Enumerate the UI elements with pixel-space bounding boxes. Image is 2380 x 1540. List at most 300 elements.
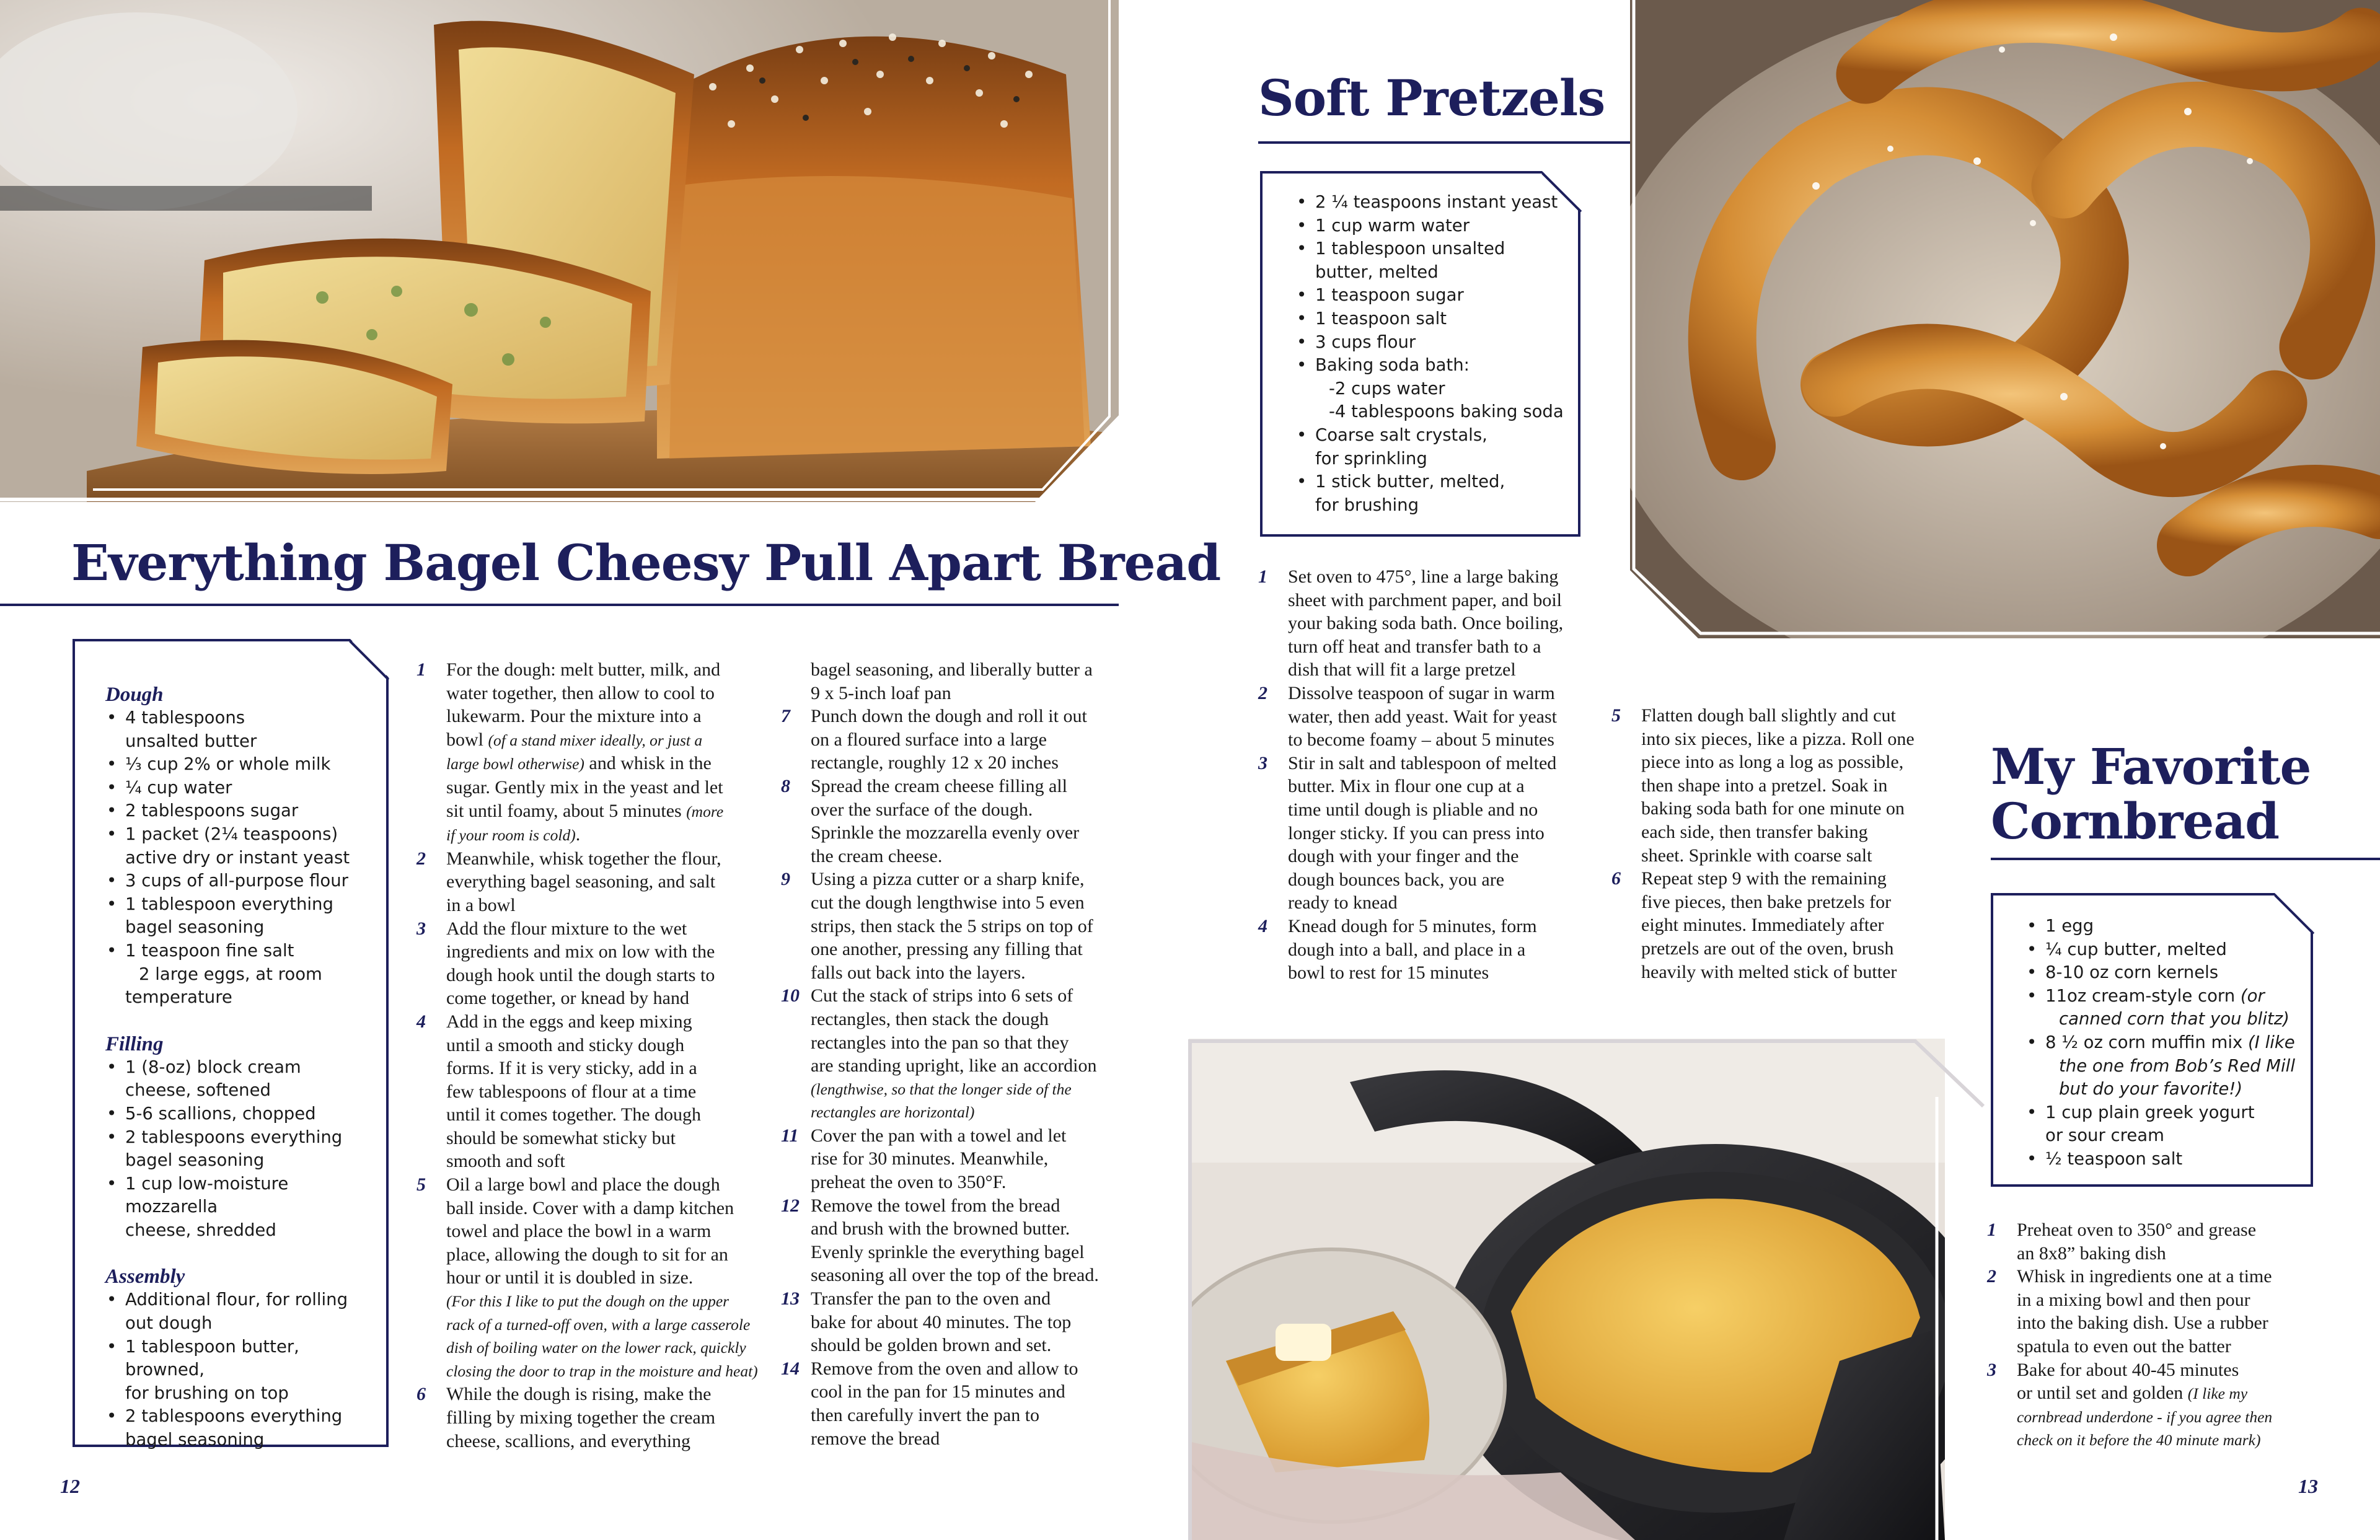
step-line: Dissolve teaspoon of sugar in warm xyxy=(1288,682,1555,703)
step-line: rectangle, roughly 12 x 20 inches xyxy=(811,752,1059,773)
step-line: 9 x 5-inch loaf pan xyxy=(811,682,951,703)
step-line: place, allowing the dough to sit for an xyxy=(446,1244,728,1265)
step-line: are standing upright, like an accordion xyxy=(811,1055,1097,1076)
ingredient-continuation: unsalted butter xyxy=(125,731,257,751)
pretzel-recipe-title: Soft Pretzels xyxy=(1258,69,1605,127)
ingredient-item xyxy=(1295,331,1568,354)
step-text xyxy=(811,775,1128,868)
step-line xyxy=(446,799,764,824)
step-line: until it comes together. The dough xyxy=(446,1104,702,1125)
step-line: cheese, scallions, and everything xyxy=(446,1430,691,1451)
ingredient-note: (or xyxy=(2240,985,2265,1006)
ingredient-text: 1 (8-oz) block cream xyxy=(125,1057,301,1077)
step-line: heavily with melted stick of butter xyxy=(1641,961,1897,982)
step-text xyxy=(811,1194,1128,1287)
step-text-part: bowl xyxy=(446,729,488,750)
ingredient-sub-item: -2 cups water xyxy=(1329,378,1445,398)
step-number: 12 xyxy=(781,1195,800,1216)
step-number: 6 xyxy=(416,1384,426,1405)
step-number: 3 xyxy=(416,918,426,939)
step-note: rectangles are horizontal) xyxy=(811,1103,975,1122)
ingredient-item xyxy=(1295,237,1568,261)
ingredient-continuation: cheese, softened xyxy=(125,1080,271,1101)
ingredient-text: ¼ cup butter, melted xyxy=(2045,939,2227,959)
step-text-part: . xyxy=(575,824,581,845)
step-line: ingredients and mix on low with the xyxy=(446,941,715,962)
step-line: Remove the towel from the bread xyxy=(811,1195,1060,1216)
ingredient-item xyxy=(2025,1148,2304,1171)
step-line: towel and place the bowl in a warm xyxy=(446,1221,712,1242)
recipe-step xyxy=(416,917,764,1010)
step-number: 14 xyxy=(781,1358,800,1379)
ingredient-text: 1 egg xyxy=(2045,916,2094,936)
step-text xyxy=(446,1173,764,1383)
step-line: spatula to even out the batter xyxy=(2017,1335,2231,1357)
step-line: longer sticky. If you can press into xyxy=(1288,822,1545,843)
step-line: seasoning all over the top of the bread. xyxy=(811,1265,1099,1286)
ingredient-text: 1 cup warm water xyxy=(1315,215,1470,235)
step-line: in a mixing bowl and then pour xyxy=(2017,1289,2250,1310)
recipe-step xyxy=(781,984,1128,1124)
step-note: (For this I like to put the dough on the upper xyxy=(446,1292,729,1311)
step-line xyxy=(446,752,764,776)
step-note: (more xyxy=(686,802,724,821)
recipe-step xyxy=(1611,704,1959,867)
pretzel-ingredient-list xyxy=(1295,191,1568,517)
step-line: Add the flour mixture to the wet xyxy=(446,918,687,939)
ingredient-item xyxy=(105,1126,378,1150)
step-line xyxy=(446,728,764,752)
ingredient-item xyxy=(105,706,378,730)
step-text xyxy=(811,1357,1128,1450)
ingredient-item xyxy=(105,869,378,893)
ingredient-item xyxy=(2025,985,2304,1008)
recipe-step xyxy=(416,1383,764,1453)
step-line: one another, pressing any filling that xyxy=(811,939,1083,960)
step-line: dough bounces back, you are xyxy=(1288,869,1505,890)
ingredient-text: 1 teaspoon salt xyxy=(1315,308,1447,328)
step-line: lukewarm. Pour the mixture into a xyxy=(446,706,702,727)
cornbread-title-line-1: My Favorite xyxy=(1991,737,2311,796)
ingredient-text: ⅓ cup 2% or whole milk xyxy=(125,754,331,775)
step-number: 4 xyxy=(1258,915,1267,936)
step-line: butter. Mix in flour one cup at a xyxy=(1288,776,1525,797)
ingredient-item xyxy=(105,939,378,963)
pretzel-title-rule xyxy=(1258,141,1630,144)
step-number: 10 xyxy=(781,985,800,1006)
ingredient-text: 2 large eggs, at room xyxy=(139,964,322,984)
step-line: Whisk in ingredients one at a time xyxy=(2017,1266,2272,1287)
recipe-step xyxy=(1258,752,1611,915)
ingredient-item xyxy=(1295,284,1568,307)
ingredient-note: but do your favorite!) xyxy=(2059,1079,2243,1099)
step-line: rectangles, then stack the dough xyxy=(811,1008,1049,1029)
step-line: sheet. Sprinkle with coarse salt xyxy=(1641,845,1872,866)
ingredient-continuation: cheese, shredded xyxy=(125,1220,276,1240)
filling-list xyxy=(105,1056,378,1243)
ingredient-item xyxy=(105,1102,378,1126)
step-text xyxy=(1288,565,1611,682)
step-text xyxy=(811,658,1128,705)
step-note: cornbread underdone - if you agree then xyxy=(2017,1407,2273,1426)
ingredient-text: 3 cups flour xyxy=(1315,332,1416,352)
ingredient-item xyxy=(1295,307,1568,331)
step-line: bowl to rest for 15 minutes xyxy=(1288,962,1489,983)
recipe-step xyxy=(416,1173,764,1383)
recipe-step xyxy=(1258,565,1611,682)
step-number: 5 xyxy=(416,1174,426,1195)
ingredient-note: (I like xyxy=(2248,1032,2295,1052)
step-text xyxy=(446,1383,764,1453)
ingredient-text: 5-6 scallions, chopped xyxy=(125,1103,316,1124)
step-line: time until dough is pliable and no xyxy=(1288,799,1538,820)
step-text xyxy=(2017,1218,2359,1265)
step-line: bagel seasoning, and liberally butter a xyxy=(811,659,1093,680)
step-text xyxy=(1288,915,1611,985)
step-note: closing the door to trap in the moisture and heat) xyxy=(446,1362,758,1380)
step-line: Transfer the pan to the oven and xyxy=(811,1288,1051,1309)
step-number: 5 xyxy=(1611,705,1621,726)
step-number: 13 xyxy=(781,1288,800,1309)
step-line: piece into as long a log as possible, xyxy=(1641,752,1904,773)
ingredient-continuation: for brushing xyxy=(1315,495,1419,515)
ingredient-text: 1 packet (2¼ teaspoons) xyxy=(125,824,338,844)
step-number: 2 xyxy=(416,848,426,869)
step-line: sugar. Gently mix in the yeast and let xyxy=(446,777,723,798)
step-text xyxy=(1641,704,1959,867)
ingredient-continuation: or sour cream xyxy=(2045,1125,2164,1146)
step-line: Cover the pan with a towel and let xyxy=(811,1125,1067,1146)
step-line: Flatten dough ball slightly and cut xyxy=(1641,705,1896,726)
step-line: dough hook until the dough starts to xyxy=(446,964,715,985)
step-text xyxy=(1288,752,1611,915)
step-number xyxy=(781,658,811,705)
step-line: Set oven to 475°, line a large baking xyxy=(1288,566,1559,587)
step-line: Add in the eggs and keep mixing xyxy=(446,1011,692,1032)
step-line: Repeat step 9 with the remaining xyxy=(1641,868,1887,889)
step-line: come together, or knead by hand xyxy=(446,988,689,1009)
step-line: Meanwhile, whisk together the flour, xyxy=(446,848,721,869)
dough-heading: Dough xyxy=(105,684,164,706)
recipe-step xyxy=(781,1194,1128,1287)
step-number: 8 xyxy=(781,775,790,796)
step-line: to become foamy – about 5 minutes xyxy=(1288,729,1554,750)
ingredient-text: 11oz cream-style corn xyxy=(2045,985,2241,1006)
step-text xyxy=(446,658,764,847)
recipe-step xyxy=(781,1357,1128,1450)
ingredient-sub-item: -4 tablespoons baking soda xyxy=(1329,402,1564,422)
ingredient-text: 1 stick butter, melted, xyxy=(1315,472,1505,492)
step-line: dough into a ball, and place in a xyxy=(1288,939,1526,960)
step-line: forms. If it is very sticky, add in a xyxy=(446,1058,697,1079)
bread-ingredients xyxy=(105,680,378,1452)
ingredient-item xyxy=(1295,354,1568,377)
ingredient-item xyxy=(1295,214,1568,238)
step-line: Oil a large bowl and place the dough xyxy=(446,1174,720,1195)
step-line: until a smooth and sticky dough xyxy=(446,1034,685,1055)
step-line: Evenly sprinkle the everything bagel xyxy=(811,1241,1085,1262)
step-line: rectangles into the pan so that they xyxy=(811,1032,1069,1053)
page-number-right: 13 xyxy=(2298,1475,2318,1497)
step-text xyxy=(2017,1265,2359,1358)
step-text xyxy=(446,917,764,1010)
ingredient-text: 2 tablespoons everything xyxy=(125,1406,343,1427)
step-number: 1 xyxy=(1987,1220,1996,1240)
ingredient-continuation: for sprinkling xyxy=(1315,448,1427,469)
recipe-step xyxy=(781,775,1128,868)
step-text xyxy=(446,1010,764,1173)
step-number: 11 xyxy=(781,1125,799,1146)
step-text xyxy=(811,1124,1128,1194)
ingredient-item xyxy=(105,777,378,800)
recipe-step xyxy=(781,1124,1128,1194)
recipe-step xyxy=(1987,1218,2359,1265)
step-line: cut the dough lengthwise into 5 even xyxy=(811,892,1085,913)
ingredient-text: 2 ¼ teaspoons instant yeast xyxy=(1315,192,1558,212)
step-line: the cream cheese. xyxy=(811,845,943,866)
step-number: 7 xyxy=(781,706,790,727)
page-number-left: 12 xyxy=(60,1475,80,1497)
step-note: dish of boiling water on the lower rack, quickly xyxy=(446,1339,746,1357)
step-text-part: sit until foamy, about 5 minutes xyxy=(446,800,687,821)
ingredient-item xyxy=(2025,1101,2304,1125)
bread-recipe-title: Everything Bagel Cheesy Pull Apart Bread xyxy=(71,534,1221,592)
cornbread-ingredient-list xyxy=(2025,915,2304,1171)
step-line: For the dough: melt butter, milk, and xyxy=(446,659,721,680)
step-number: 2 xyxy=(1258,682,1267,703)
ingredient-item xyxy=(105,1173,378,1219)
step-line: baking soda bath for one minute on xyxy=(1641,798,1905,819)
step-line: cool in the pan for 15 minutes and xyxy=(811,1381,1065,1402)
pretzel-ingredients xyxy=(1295,191,1568,517)
step-line: preheat the oven to 350°F. xyxy=(811,1172,1007,1193)
step-note: rack of a turned-off oven, with a large casserole xyxy=(446,1315,751,1334)
step-text-part: and whisk in the xyxy=(584,753,712,774)
recipe-step xyxy=(781,1287,1128,1357)
ingredient-continuation: for brushing on top xyxy=(125,1383,289,1403)
step-text xyxy=(446,847,764,917)
ingredient-continuation: temperature xyxy=(125,987,232,1008)
ingredient-item xyxy=(105,1056,378,1080)
recipe-step xyxy=(1258,682,1611,752)
step-line: water, then add yeast. Wait for yeast xyxy=(1288,706,1558,727)
step-line: strips, then stack the 5 strips on top of xyxy=(811,915,1093,936)
step-line: Stir in salt and tablespoon of melted xyxy=(1288,752,1557,773)
step-line: rise for 30 minutes. Meanwhile, xyxy=(811,1148,1049,1169)
ingredient-text: 1 tablespoon unsalted xyxy=(1315,239,1505,259)
step-number: 9 xyxy=(781,869,790,890)
step-line: and brush with the browned butter. xyxy=(811,1218,1070,1239)
dough-list xyxy=(105,706,378,1010)
ingredient-item xyxy=(105,1405,378,1428)
step-line: Knead dough for 5 minutes, form xyxy=(1288,915,1537,936)
step-line: your baking soda bath. Once boiling, xyxy=(1288,613,1564,634)
ingredient-text: 1 cup plain greek yogurt xyxy=(2045,1102,2255,1122)
step-line: over the surface of the dough. xyxy=(811,799,1033,820)
pretzel-steps-column-2 xyxy=(1611,704,1959,983)
step-line xyxy=(446,823,764,847)
step-line: Bake for about 40-45 minutes xyxy=(2017,1359,2239,1380)
step-number: 1 xyxy=(416,659,426,680)
assembly-heading: Assembly xyxy=(105,1265,185,1288)
recipe-step xyxy=(1258,915,1611,985)
recipe-step xyxy=(1987,1265,2359,1358)
ingredient-item xyxy=(105,1288,378,1312)
ingredient-text: ½ teaspoon salt xyxy=(2045,1148,2183,1169)
recipe-step xyxy=(781,658,1128,705)
step-number: 4 xyxy=(416,1011,426,1032)
ingredient-item xyxy=(2025,1031,2304,1055)
step-line: should be somewhat sticky but xyxy=(446,1127,676,1148)
step-line: on a floured surface into a large xyxy=(811,729,1047,750)
ingredient-text: 1 teaspoon fine salt xyxy=(125,940,294,961)
step-line: eight minutes. Immediately after xyxy=(1641,915,1884,936)
ingredient-item xyxy=(2025,961,2304,985)
step-text xyxy=(811,868,1128,984)
step-note: (lengthwise, so that the longer side of the xyxy=(811,1080,1072,1098)
step-number: 1 xyxy=(1258,566,1267,587)
assembly-list xyxy=(105,1288,378,1451)
ingredient-text: 2 tablespoons everything xyxy=(125,1127,343,1147)
ingredient-item xyxy=(2025,938,2304,962)
ingredient-item xyxy=(105,963,378,987)
step-line: an 8x8” baking dish xyxy=(2017,1243,2166,1264)
recipe-step xyxy=(1611,867,1959,983)
step-line: While the dough is rising, make the xyxy=(446,1384,712,1405)
filling-heading: Filling xyxy=(105,1032,164,1055)
step-note: (of a stand mixer ideally, or just a xyxy=(488,731,703,749)
step-number: 3 xyxy=(1987,1359,1996,1380)
ingredient-text: ¼ cup water xyxy=(125,777,232,798)
step-note: (I like my xyxy=(2187,1384,2248,1403)
step-line: ready to knead xyxy=(1288,892,1398,913)
step-line: falls out back into the layers. xyxy=(811,962,1026,983)
step-note: check on it before the 40 minute mark) xyxy=(2017,1431,2261,1450)
cornbread-title-rule xyxy=(1991,858,2380,860)
step-line: in a bowl xyxy=(446,894,516,915)
step-line: Preheat oven to 350° and grease xyxy=(2017,1220,2257,1240)
recipe-step xyxy=(416,1010,764,1173)
step-note: large bowl otherwise) xyxy=(446,755,584,773)
step-text xyxy=(811,984,1128,1124)
ingredient-item xyxy=(105,753,378,777)
ingredient-text: 2 tablespoons sugar xyxy=(125,801,299,821)
step-number: 6 xyxy=(1611,868,1621,889)
ingredient-continuation: bagel seasoning xyxy=(125,917,265,938)
ingredient-text: Baking soda bath: xyxy=(1315,355,1470,376)
step-line: bake for about 40 minutes. The top xyxy=(811,1311,1072,1332)
cornbread-title-line-2: Cornbread xyxy=(1991,792,2280,850)
recipe-step xyxy=(1987,1358,2359,1452)
step-number: 2 xyxy=(1987,1266,1996,1287)
step-line: Remove from the oven and allow to xyxy=(811,1358,1078,1379)
step-line: ball inside. Cover with a damp kitchen xyxy=(446,1197,734,1218)
step-line: everything bagel seasoning, and salt xyxy=(446,871,716,892)
step-line: Sprinkle the mozzarella evenly over xyxy=(811,822,1080,843)
step-line: sheet with parchment paper, and boil xyxy=(1288,589,1562,610)
step-number: 3 xyxy=(1258,752,1267,773)
step-text xyxy=(1641,867,1959,983)
step-note: if your room is cold) xyxy=(446,826,576,845)
step-text xyxy=(1288,682,1611,752)
recipe-step xyxy=(416,658,764,847)
ingredient-note: the one from Bob’s Red Mill xyxy=(2059,1055,2295,1076)
step-line: water together, then allow to cool to xyxy=(446,682,715,703)
ingredient-item xyxy=(105,799,378,823)
step-line: then shape into a pretzel. Soak in xyxy=(1641,775,1888,796)
ingredient-text: 1 tablespoon butter, browned, xyxy=(125,1336,299,1380)
ingredient-text: Additional flour, for rolling xyxy=(125,1290,348,1310)
step-line: few tablespoons of flour at a time xyxy=(446,1081,697,1102)
step-line: Cut the stack of strips into 6 sets of xyxy=(811,985,1073,1006)
step-line: pretzels are out of the oven, brush xyxy=(1641,938,1894,959)
ingredient-continuation: out dough xyxy=(125,1313,213,1334)
ingredient-item xyxy=(1295,470,1568,494)
bread-steps-column-1 xyxy=(416,658,764,1453)
ingredient-text: 1 tablespoon everything xyxy=(125,894,333,914)
ingredient-continuation: active dry or instant yeast xyxy=(125,847,350,868)
ingredient-text: 8 ½ oz corn muffin mix xyxy=(2045,1032,2248,1052)
step-line xyxy=(2017,1381,2359,1406)
step-text xyxy=(811,705,1128,775)
recipe-step xyxy=(781,868,1128,984)
step-line: should be golden brown and set. xyxy=(811,1335,1052,1356)
ingredient-item xyxy=(105,1335,378,1382)
step-line: Punch down the dough and roll it out xyxy=(811,706,1087,727)
step-line: filling by mixing together the cream xyxy=(446,1407,716,1428)
step-line: Spread the cream cheese filling all xyxy=(811,775,1067,796)
ingredient-item xyxy=(1295,191,1568,214)
step-line: into six pieces, like a pizza. Roll one xyxy=(1641,728,1915,749)
step-line: each side, then transfer baking xyxy=(1641,821,1868,842)
bread-steps-column-2 xyxy=(781,658,1128,1450)
step-line: smooth and soft xyxy=(446,1151,565,1172)
step-line: Using a pizza cutter or a sharp knife, xyxy=(811,869,1085,890)
ingredient-text: 4 tablespoons xyxy=(125,708,245,728)
cornbread-steps xyxy=(1987,1218,2359,1452)
bread-photo-frame xyxy=(0,0,1122,505)
step-line: then carefully invert the pan to xyxy=(811,1405,1040,1425)
ingredient-note: canned corn that you blitz) xyxy=(2059,1009,2290,1029)
ingredient-text: 8-10 oz corn kernels xyxy=(2045,962,2219,983)
step-line: turn off heat and transfer bath to a xyxy=(1288,636,1541,657)
ingredient-text: 3 cups of all-purpose flour xyxy=(125,871,348,891)
step-line: dough with your finger and the xyxy=(1288,846,1519,867)
ingredient-item xyxy=(2025,915,2304,938)
recipe-step xyxy=(416,847,764,917)
step-line: hour or until it is doubled in size. xyxy=(446,1267,694,1288)
ingredient-item xyxy=(1295,424,1568,447)
ingredient-continuation: butter, melted xyxy=(1315,262,1439,282)
step-line: five pieces, then bake pretzels for xyxy=(1641,891,1892,912)
pretzel-photo-frame xyxy=(1624,0,2380,645)
bread-title-rule xyxy=(0,604,1119,606)
cornbread-photo-frame xyxy=(1184,1029,1990,1540)
step-text xyxy=(811,1287,1128,1357)
step-text-part: or until set and golden xyxy=(2017,1383,2188,1404)
ingredient-continuation: bagel seasoning xyxy=(125,1150,265,1171)
step-line: into the baking dish. Use a rubber xyxy=(2017,1313,2268,1334)
ingredient-text: 1 cup low-moisture mozzarella xyxy=(125,1173,289,1217)
cornbread-ingredients xyxy=(2025,915,2304,1171)
step-text xyxy=(2017,1358,2359,1452)
step-line: remove the bread xyxy=(811,1428,940,1449)
ingredient-continuation: bagel seasoning xyxy=(125,1430,265,1450)
pretzel-steps-column-1 xyxy=(1258,565,1611,985)
recipe-step xyxy=(781,705,1128,775)
ingredient-item xyxy=(105,893,378,917)
ingredient-text: 1 teaspoon sugar xyxy=(1315,285,1464,306)
